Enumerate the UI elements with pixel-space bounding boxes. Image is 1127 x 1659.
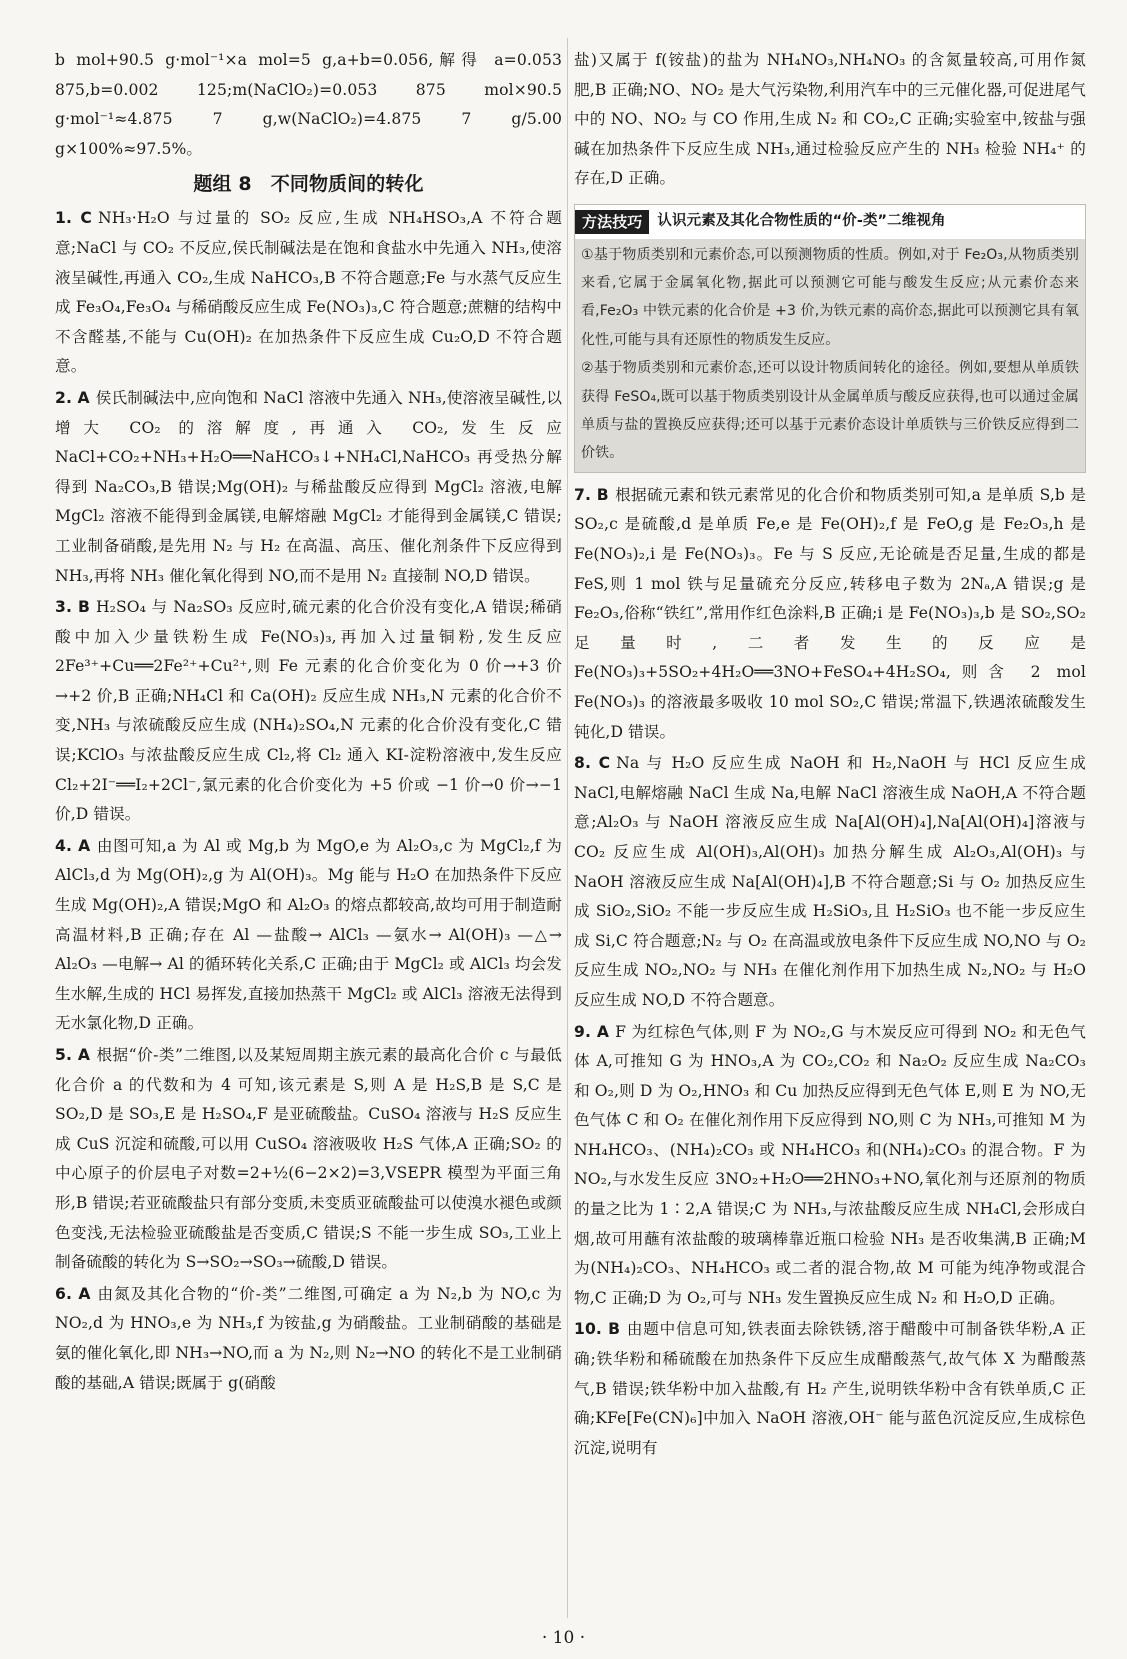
answer-3 [55,593,562,830]
answer-number: 3. B [55,598,90,617]
answer-number: 9. A [574,1022,610,1041]
tips-paragraph: ②基于物质类别和元素价态,还可以设计物质间转化的途径。例如,要想从单质铁获得 FeSO₄,既可以基于物质类别设计从金属单质与酸反应获得,也可以通过金属单质与盐的置换反应获得;还可以基于元素价态设计单质铁与三价铁反应得到二价铁。 [581,360,1079,462]
answer-1 [55,204,562,382]
answer-7 [574,481,1086,747]
answer-number: 1. C [55,209,92,228]
answer-8 [574,749,1086,1015]
answer-9 [574,1018,1086,1314]
answer-number: 5. A [55,1046,91,1064]
answer-text: NH₃·H₂O 与过量的 SO₂ 反应,生成 NH₄HSO₃,A 不符合题意;NaCl 与 CO₂ 不反应,侯氏制碱法是在饱和食盐水中先通入 NH₃,使溶液呈碱性,再通入 CO₂,生成 NaHCO₃,B 不符合题意;Fe 与水蒸气反应生成 Fe₃O₄,Fe₃O₄ 与稀硝酸反应生成 Fe(NO₃)₃,C 符合题意;蔗糖的结构中不含醛基,不能与 Cu(OH)₂ 在加热条件下反应生成 Cu₂O,D 不符合题意。 [55,209,562,376]
answer-number: 6. A [55,1284,91,1303]
top-continuation: b mol+90.5 g·mol⁻¹×a mol=5 g,a+b=0.056,解得 a=0.053 875,b=0.002 125;m(NaClO₂)=0.053 875 mol×90.5 g·mol⁻¹≈4.875 7 g,w(NaClO₂)=4.875 7 g/5.00 g×100%≈97.5%。 [55,51,562,158]
answer-text: F 为红棕色气体,则 F 为 NO₂,G 与木炭反应可得到 NO₂ 和无色气体 A,可推知 G 为 HNO₃,A 为 CO₂,CO₂ 和 Na₂O₂ 反应生成 Na₂CO₃ 和 O₂,则 D 为 O₂,HNO₃ 和 Cu 加热反应得到无色气体 E,则 E 为 NO,无色气体 C 和 O₂ 在催化剂作用下反应得到 NO,则 C 为 NH₃,可推知 M 为 NH₄HCO₃、(NH₄)₂CO₃ 或 NH₄HCO₃ 和(NH₄)₂CO₃ 的混合物。F 为 NO₂,与水发生反应 3NO₂+H₂O══2HNO₃+NO,氧化剂与还原剂的物质的量之比为 1∶2,A 错误;C 为 NH₃,与浓盐酸反应生成 NH₄Cl,会形成白烟,故可用蘸有浓盐酸的玻璃棒靠近瓶口检验 NH₃ 是否收集满,B 正确;M 为(NH₄)₂CO₃、NH₄HCO₃ 或二者的混合物,故 M 可能为纯净物或混合物,C 正确;D 为 O₂,可与 NH₃ 发生置换反应生成 N₂ 和 H₂O,D 正确。 [574,1022,1087,1307]
answer-text: Na 与 H₂O 反应生成 NaOH 和 H₂,NaOH 与 HCl 反应生成 NaCl,电解熔融 NaCl 生成 Na,电解 NaCl 溶液生成 NaOH,A 不符合题意;Al₂O₃ 与 NaOH 溶液反应生成 Na[Al(OH)₄],Na[Al(OH)₄]溶液与 CO₂ 反应生成 Al(OH)₃,Al(OH)₃ 加热分解生成 Al₂O₃,Al(OH)₃ 与 NaOH 溶液反应生成 Na[Al(OH)₄],B 不符合题意;Si 与 O₂ 加热反应生成 SiO₂,SiO₂ 不能一步反应生成 H₂SiO₃,且 H₂SiO₃ 也不能一步反应生成 Si,C 符合题意;N₂ 与 O₂ 在高温或放电条件下反应生成 NO,NO 与 O₂ 反应生成 NO₂,NO₂ 与 NH₃ 在催化剂作用下加热生成 N₂,NO₂ 与 H₂O 反应生成 NO,D 不符合题意。 [574,754,1087,1009]
answer-number: 8. C [574,754,611,773]
tips-body [575,239,1085,472]
answer-number: 7. B [574,485,609,504]
page-number: · 10 · [541,1628,586,1648]
answer-text: 根据硫元素和铁元素常见的化合价和物质类别可知,a 是单质 S,b 是 SO₂,c 是硫酸,d 是单质 Fe,e 是 Fe(OH)₂,f 是 FeO,g 是 Fe₂O₃,h 是 Fe(NO₃)₂,i 是 Fe(NO₃)₃。Fe 与 S 反应,无论硫是否足量,生成的都是 FeS,则 1 mol 铁与足量硫充分反应,转移电子数为 2Nₐ,A 错误;g 是 Fe₂O₃,俗称“铁红”,常用作红色涂料,B 正确;i 是 Fe(NO₃)₃,b 是 SO₂,SO₂ 足量时,二者发生的反应是 Fe(NO₃)₃+5SO₂+4H₂O══3NO+FeSO₄+4H₂SO₄,则含 2 mol Fe(NO₃)₃ 的溶液最多吸收 10 mol SO₂,C 错误;常温下,铁遇浓硫酸发生钝化,D 错误。 [574,485,1086,741]
answer-number: 10. B [574,1320,621,1339]
right-continuation: 盐)又属于 f(铵盐)的盐为 NH₄NO₃,NH₄NO₃ 的含氮量较高,可用作氮肥,B 正确;NO、NO₂ 是大气污染物,利用汽车中的三元催化器,可促进尾气中的 NO、NO₂ 与 CO 作用,生成 N₂ 和 CO₂,C 正确;实验室中,铵盐与强碱在加热条件下反应生成 NH₃,通过检验反应产生的 NH₃ 检验 NH₄⁺ 的存在,D 正确。 [574,51,1086,188]
tips-title: 认识元素及其化合物性质的“价-类”二维视角 [657,212,946,229]
answer-text: 由题中信息可知,铁表面去除铁锈,溶于醋酸中可制备铁华粉,A 正确;铁华粉和稀硫酸在加热条件下反应生成醋酸蒸气,故气体 X 为醋酸蒸气,B 错误;铁华粉中加入盐酸,有 H₂ 产生,说明铁华粉中含有铁单质,C 正确;KFe[Fe(CN)₆]中加入 NaOH 溶液,OH⁻ 能与蓝色沉淀反应,生成棕色沉淀,说明有 [574,1320,1086,1457]
answer-text: H₂SO₄ 与 Na₂SO₃ 反应时,硫元素的化合价没有变化,A 错误;稀硝酸中加入少量铁粉生成 Fe(NO₃)₃,再加入过量铜粉,发生反应 2Fe³⁺+Cu══2Fe²⁺+Cu²⁺,则 Fe 元素的化合价变化为 0 价→+3 价→+2 价,B 正确;NH₄Cl 和 Ca(OH)₂ 反应生成 NH₃,N 元素的化合价不变,NH₃ 与浓硫酸反应生成 (NH₄)₂SO₄,N 元素的化合价没有变化,C 错误;KClO₃ 与浓盐酸反应生成 Cl₂,将 Cl₂ 通入 KI-淀粉溶液中,发生反应 Cl₂+2I⁻══I₂+2Cl⁻,氯元素的化合价变化为 +5 价或 −1 价→0 价→−1 价,D 错误。 [55,598,562,824]
answer-6 [55,1280,562,1398]
answer-2 [55,384,562,591]
answer-text: 由氮及其化合物的“价-类”二维图,可确定 a 为 N₂,b 为 NO,c 为 NO₂,d 为 HNO₃,e 为 NH₃,f 为铵盐,g 为硝酸盐。工业制硝酸的基础是氨的催化氧化,即 NH₃→NO,而 a 为 N₂,则 N₂→NO 的转化不是工业制硝酸的基础,A 错误;既属于 g(硝酸 [55,1284,562,1392]
answer-10 [574,1315,1086,1463]
answer-5 [55,1041,562,1278]
answer-number: 2. A [55,388,90,407]
column-divider [567,38,568,1618]
answer-number: 4. A [55,836,91,855]
answer-text: 由图可知,a 为 Al 或 Mg,b 为 MgO,e 为 Al₂O₃,c 为 MgCl₂,f 为 AlCl₃,d 为 Mg(OH)₂,g 为 Al(OH)₃。Mg 能与 H₂O 在加热条件下反应生成 Mg(OH)₂,A 错误;MgO 和 Al₂O₃ 的熔点都较高,故均可用于制造耐高温材料,B 正确;存在 Al —盐酸→ AlCl₃ —氨水→ Al(OH)₃ —△→ Al₂O₃ —电解→ Al 的循环转化关系,C 正确;由于 MgCl₂ 或 AlCl₃ 均会发生水解,生成的 HCl 易挥发,直接加热蒸干 MgCl₂ 或 AlCl₃ 溶液无法得到无水氯化物,D 正确。 [55,836,563,1033]
right-column [574,46,1086,1463]
left-column [55,46,562,1398]
answer-text: 根据“价-类”二维图,以及某短周期主族元素的最高化合价 c 与最低化合价 a 的代数和为 4 可知,该元素是 S,则 A 是 H₂S,B 是 S,C 是 SO₂,D 是 SO₃,E 是 H₂SO₄,F 是亚硫酸盐。CuSO₄ 溶液与 H₂S 反应生成 CuS 沉淀和硫酸,可以用 CuSO₄ 溶液吸收 H₂S 气体,A 正确;SO₂ 的中心原子的价层电子对数=2+½(6−2×2)=3,VSEPR 模型为平面三角形,B 错误;若亚硫酸盐只有部分变质,未变质亚硫酸盐可以使溴水褪色或颜色变浅,无法检验亚硫酸盐是否变质,C 错误;S 不能一步生成 SO₃,工业上制备硫酸的转化为 S→SO₂→SO₃→硫酸,D 错误。 [55,1046,562,1272]
answer-4 [55,832,562,1039]
answer-text: 侯氏制碱法中,应向饱和 NaCl 溶液中先通入 NH₃,使溶液呈碱性,以增大 CO₂ 的溶解度,再通入 CO₂,发生反应 NaCl+CO₂+NH₃+H₂O══NaHCO₃↓+NH₄Cl,NaHCO₃ 再受热分解得到 Na₂CO₃,B 错误;Mg(OH)₂ 与稀盐酸反应得到 MgCl₂ 溶液,电解 MgCl₂ 溶液不能得到金属镁,电解熔融 MgCl₂ 才能得到金属镁,C 错误;工业制备硝酸,是先用 N₂ 与 H₂ 在高温、高压、催化剂条件下反应得到 NH₃,再将 NH₃ 催化氧化得到 NO,而不是用 N₂ 直接制 NO,D 错误。 [55,388,563,585]
section-title: 题组 8 不同物质间的转化 [193,173,424,196]
tips-badge: 方法技巧 [575,210,649,234]
method-tips-box [574,204,1086,473]
tips-header [575,205,1085,239]
tips-paragraph: ①基于物质类别和元素价态,可以预测物质的性质。例如,对于 Fe₂O₃,从物质类别来看,它属于金属氧化物,据此可以预测它可能与酸发生反应;从元素价态来看,Fe₂O₃ 中铁元素的化合价是 +3 价,为铁元素的高价态,据此可以预测它具有氧化性,可能与具有还原性的物质发生反应。 [581,246,1079,348]
